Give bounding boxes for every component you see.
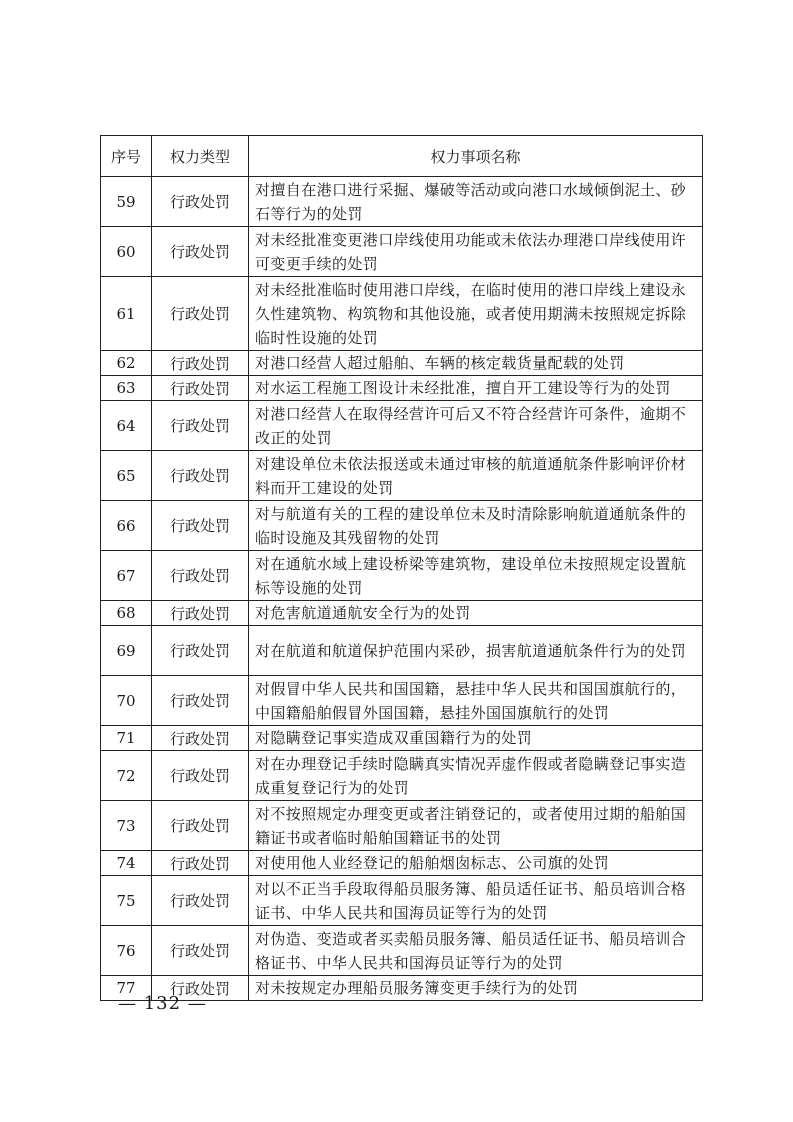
table-body [101, 177, 703, 1001]
row-number: 71 [101, 726, 152, 751]
header-name: 权力事项名称 [249, 136, 703, 177]
row-number: 66 [101, 501, 152, 551]
row-power-type: 行政处罚 [152, 376, 249, 401]
row-number: 62 [101, 351, 152, 376]
table-row [101, 551, 703, 601]
table-row [101, 801, 703, 851]
row-item-name: 对擅自在港口进行采掘、爆破等活动或向港口水域倾倒泥土、砂石等行为的处罚 [249, 177, 703, 227]
row-item-name: 对在办理登记手续时隐瞒真实情况弄虚作假或者隐瞒登记事实造成重复登记行为的处罚 [249, 751, 703, 801]
row-item-name: 对在航道和航道保护范围内采砂，损害航道通航条件行为的处罚 [249, 626, 703, 676]
table-row [101, 676, 703, 726]
row-item-name: 对假冒中华人民共和国国籍，悬挂中华人民共和国国旗航行的，中国籍船舶假冒外国国籍，悬挂外国国旗航行的处罚 [249, 676, 703, 726]
row-power-type: 行政处罚 [152, 676, 249, 726]
row-power-type: 行政处罚 [152, 976, 249, 1001]
header-index: 序号 [101, 136, 152, 177]
table-header-row [101, 136, 703, 177]
row-number: 72 [101, 751, 152, 801]
table-row [101, 401, 703, 451]
row-item-name: 对危害航道通航安全行为的处罚 [249, 601, 703, 626]
row-power-type: 行政处罚 [152, 227, 249, 277]
row-power-type: 行政处罚 [152, 401, 249, 451]
row-item-name: 对在通航水域上建设桥梁等建筑物，建设单位未按照规定设置航标等设施的处罚 [249, 551, 703, 601]
power-items-table [100, 135, 703, 1001]
table-row [101, 926, 703, 976]
row-item-name: 对港口经营人在取得经营许可后又不符合经营许可条件，逾期不改正的处罚 [249, 401, 703, 451]
row-number: 60 [101, 227, 152, 277]
row-item-name: 对以不正当手段取得船员服务簿、船员适任证书、船员培训合格证书、中华人民共和国海员证等行为的处罚 [249, 876, 703, 926]
header-type: 权力类型 [152, 136, 249, 177]
row-number: 74 [101, 851, 152, 876]
row-power-type: 行政处罚 [152, 351, 249, 376]
table-row [101, 851, 703, 876]
row-item-name: 对未经批准变更港口岸线使用功能或未依法办理港口岸线使用许可变更手续的处罚 [249, 227, 703, 277]
table-row [101, 277, 703, 351]
table-row [101, 376, 703, 401]
page-number: — 132 — [118, 993, 207, 1014]
row-power-type: 行政处罚 [152, 601, 249, 626]
row-item-name: 对建设单位未依法报送或未通过审核的航道通航条件影响评价材料而开工建设的处罚 [249, 451, 703, 501]
row-power-type: 行政处罚 [152, 726, 249, 751]
row-number: 67 [101, 551, 152, 601]
table-row [101, 451, 703, 501]
row-item-name: 对未经批准临时使用港口岸线，在临时使用的港口岸线上建设永久性建筑物、构筑物和其他设施，或者使用期满未按照规定拆除临时性设施的处罚 [249, 277, 703, 351]
table-row [101, 227, 703, 277]
row-power-type: 行政处罚 [152, 751, 249, 801]
row-power-type: 行政处罚 [152, 876, 249, 926]
row-item-name: 对水运工程施工图设计未经批准，擅自开工建设等行为的处罚 [249, 376, 703, 401]
row-item-name: 对港口经营人超过船舶、车辆的核定载货量配载的处罚 [249, 351, 703, 376]
row-number: 59 [101, 177, 152, 227]
table-row [101, 726, 703, 751]
row-power-type: 行政处罚 [152, 926, 249, 976]
row-power-type: 行政处罚 [152, 501, 249, 551]
row-number: 64 [101, 401, 152, 451]
row-item-name: 对不按照规定办理变更或者注销登记的，或者使用过期的船舶国籍证书或者临时船舶国籍证书的处罚 [249, 801, 703, 851]
row-number: 68 [101, 601, 152, 626]
row-power-type: 行政处罚 [152, 851, 249, 876]
table-row [101, 177, 703, 227]
table-row [101, 626, 703, 676]
row-item-name: 对隐瞒登记事实造成双重国籍行为的处罚 [249, 726, 703, 751]
row-number: 76 [101, 926, 152, 976]
table-row [101, 351, 703, 376]
row-power-type: 行政处罚 [152, 451, 249, 501]
row-number: 65 [101, 451, 152, 501]
table-row [101, 751, 703, 801]
row-number: 69 [101, 626, 152, 676]
row-power-type: 行政处罚 [152, 277, 249, 351]
table-row [101, 501, 703, 551]
row-number: 70 [101, 676, 152, 726]
row-power-type: 行政处罚 [152, 626, 249, 676]
row-item-name: 对使用他人业经登记的船舶烟囱标志、公司旗的处罚 [249, 851, 703, 876]
row-number: 73 [101, 801, 152, 851]
row-number: 61 [101, 277, 152, 351]
row-number: 63 [101, 376, 152, 401]
table-row [101, 876, 703, 926]
row-item-name: 对与航道有关的工程的建设单位未及时清除影响航道通航条件的临时设施及其残留物的处罚 [249, 501, 703, 551]
row-power-type: 行政处罚 [152, 177, 249, 227]
row-number: 75 [101, 876, 152, 926]
row-number: 77 [101, 976, 152, 1001]
row-item-name: 对伪造、变造或者买卖船员服务簿、船员适任证书、船员培训合格证书、中华人民共和国海员证等行为的处罚 [249, 926, 703, 976]
table-row [101, 601, 703, 626]
row-power-type: 行政处罚 [152, 551, 249, 601]
row-item-name: 对未按规定办理船员服务簿变更手续行为的处罚 [249, 976, 703, 1001]
row-power-type: 行政处罚 [152, 801, 249, 851]
